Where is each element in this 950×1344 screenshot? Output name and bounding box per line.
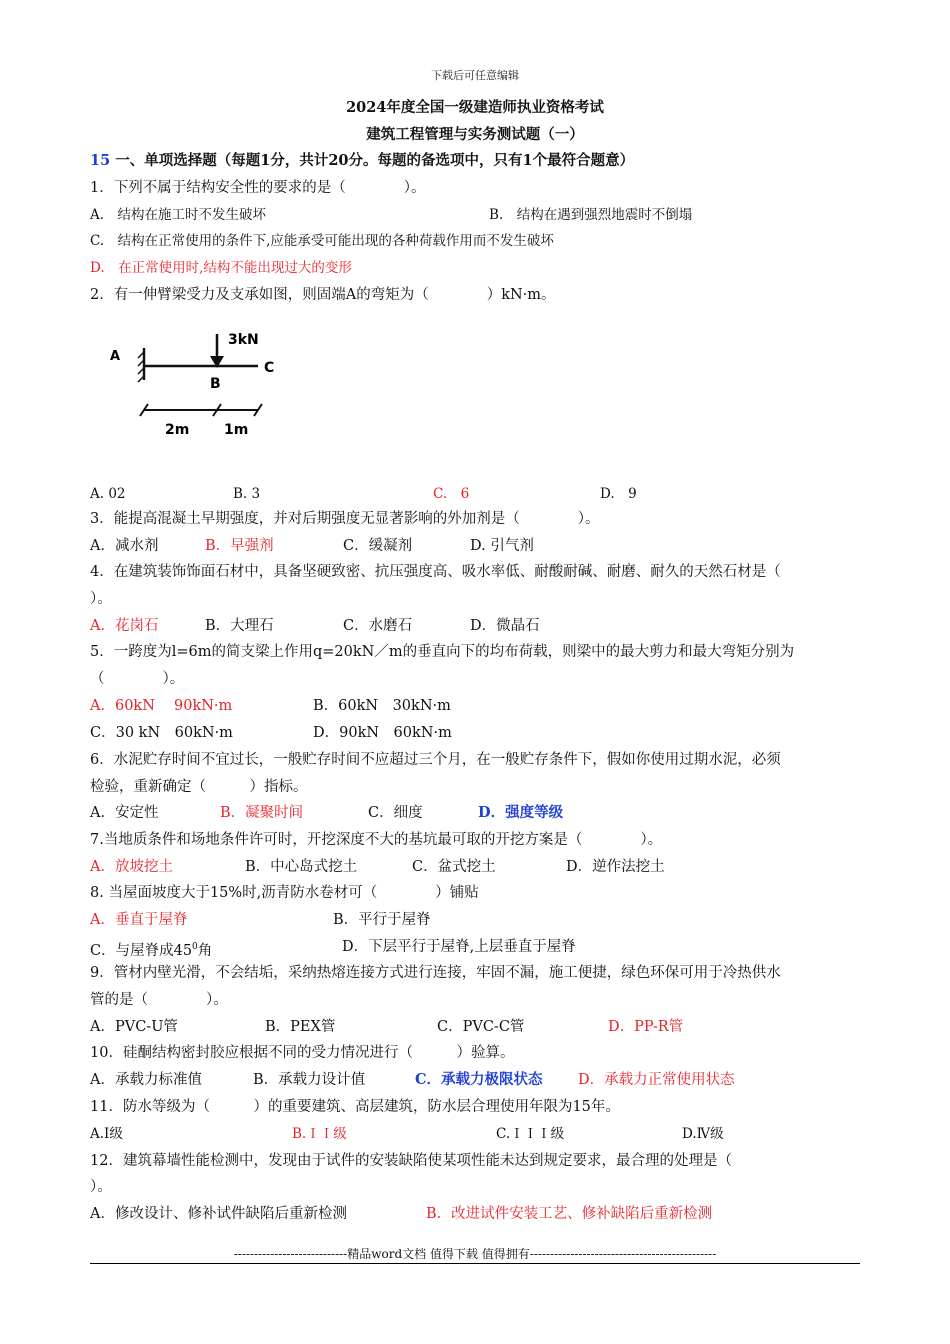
q10-option-d-answer: D．承载力正常使用状态 bbox=[578, 1072, 735, 1088]
question-9-stem-line1: 9．管材内壁光滑，不会结垢，采纳热熔连接方式进行连接，牢固不漏，施工便捷，绿色环保可用于冷热供水 bbox=[90, 965, 781, 981]
q10-option-c-highlight: C．承载力极限状态 bbox=[415, 1071, 543, 1088]
question-9-stem-line2: 管的是（ ）。 bbox=[90, 992, 228, 1008]
fig-label-a: A bbox=[110, 349, 121, 364]
paper-title: 建筑工程管理与实务测试题（一） bbox=[366, 126, 584, 143]
question-12-stem-line1: 12．建筑幕墙性能检测中，发现由于试件的安装缺陷使某项性能未达到规定要求，最合理的处理是（ bbox=[90, 1153, 732, 1169]
question-11-stem: 11．防水等级为（ ）的重要建筑、高层建筑，防水层合理使用年限为15年。 bbox=[90, 1099, 620, 1115]
q6-option-c: C．细度 bbox=[368, 805, 423, 821]
q1-option-d-answer: D. 在正常使用时,结构不能出现过大的变形 bbox=[90, 260, 352, 276]
q7-option-c: C．盆式挖土 bbox=[412, 859, 496, 875]
question-4-stem-line2: ）。 bbox=[90, 591, 112, 607]
footer-rule bbox=[90, 1263, 860, 1264]
q7-option-a-answer: A．放坡挖土 bbox=[90, 859, 173, 875]
q12-option-b-answer: B．改进试件安装工艺、修补缺陷后重新检测 bbox=[426, 1206, 713, 1222]
question-5-stem-line2: （ ）。 bbox=[90, 671, 185, 687]
q3-option-a: A．减水剂 bbox=[90, 538, 159, 554]
q5-option-a-answer: A．60kN 90kN·m bbox=[90, 698, 233, 714]
q1-option-a: A. 结构在施工时不发生破坏 bbox=[90, 207, 267, 223]
q3-option-b-answer: B．早强剂 bbox=[205, 538, 274, 554]
q5-option-d: D．90kN 60kN·m bbox=[313, 725, 452, 741]
fig-label-b: B bbox=[210, 376, 221, 392]
q2-option-c-answer: C. 6 bbox=[433, 486, 470, 502]
q8-option-c-text: C．与屋脊成45 bbox=[90, 942, 193, 959]
exam-title: 2024年度全国一级建造师执业资格考试 bbox=[346, 99, 604, 116]
q11-option-b-answer: B.ＩＩ级 bbox=[292, 1126, 347, 1142]
q5-option-c: C．30 kN 60kN·m bbox=[90, 725, 233, 741]
question-8-stem: 8. 当屋面坡度大于15%时,沥青防水卷材可（ ）铺贴 bbox=[90, 885, 479, 901]
q3-option-c: C．缓凝剂 bbox=[343, 538, 413, 554]
q4-option-d: D．微晶石 bbox=[470, 618, 540, 634]
question-6-stem-line1: 6．水泥贮存时间不宜过长，一般贮存时间不应超过三个月，在一般贮存条件下，假如你使用过期水泥，必须 bbox=[90, 752, 781, 768]
q2-option-d: D. 9 bbox=[600, 486, 637, 502]
q4-option-c: C．水磨石 bbox=[343, 618, 413, 634]
q5-option-b: B．60kN 30kN·m bbox=[313, 698, 451, 714]
q4-option-b: B．大理石 bbox=[205, 618, 274, 634]
cantilever-beam-figure bbox=[100, 322, 300, 442]
q1-option-b: B. 结构在遇到强烈地震时不倒塌 bbox=[489, 207, 693, 223]
section-heading bbox=[90, 151, 634, 171]
fig-span-2m: 2m bbox=[165, 422, 190, 438]
q8-option-c-degree: 0 bbox=[192, 942, 198, 952]
fig-label-c: C bbox=[264, 360, 275, 376]
q8-option-c-suffix: 角 bbox=[197, 942, 213, 959]
question-10-stem: 10．硅酮结构密封胶应根据不同的受力情况进行（ ）验算。 bbox=[90, 1045, 515, 1061]
q2-option-b: B. 3 bbox=[233, 486, 261, 502]
q10-option-b: B．承载力设计值 bbox=[253, 1072, 366, 1088]
q1-option-c: C. 结构在正常使用的条件下,应能承受可能出现的各种荷载作用而不发生破坏 bbox=[90, 233, 554, 249]
header-note: 下载后可任意编辑 bbox=[431, 69, 519, 82]
q9-option-b: B．PEX管 bbox=[265, 1019, 336, 1035]
question-6-stem-line2: 检验，重新确定（ ）指标。 bbox=[90, 779, 308, 795]
q9-option-a: A．PVC-U管 bbox=[90, 1019, 178, 1035]
q7-option-d: D．逆作法挖土 bbox=[566, 859, 665, 875]
question-12-stem-line2: ）。 bbox=[90, 1179, 112, 1195]
q9-option-d-answer: D．PP-R管 bbox=[608, 1019, 684, 1035]
question-4-stem-line1: 4．在建筑装饰饰面石材中，具备坚硬致密、抗压强度高、吸水率低、耐酸耐碱、耐磨、耐久的天然石材是（ bbox=[90, 564, 781, 580]
q12-option-a: A．修改设计、修补试件缺陷后重新检测 bbox=[90, 1206, 347, 1222]
q8-option-d: D．下层平行于屋脊,上层垂直于屋脊 bbox=[342, 939, 576, 955]
q6-option-d-highlight: D．强度等级 bbox=[478, 804, 564, 821]
q3-option-d: D. 引气剂 bbox=[470, 538, 534, 554]
q6-option-b-answer: B．凝聚时间 bbox=[220, 805, 304, 821]
question-3-stem: 3．能提高混凝土早期强度，并对后期强度无显著影响的外加剂是（ ）。 bbox=[90, 511, 600, 527]
question-7-stem: 7.当地质条件和场地条件许可时，开挖深度不大的基坑最可取的开挖方案是（ ）。 bbox=[90, 832, 663, 848]
fig-span-1m: 1m bbox=[224, 422, 249, 438]
q4-option-a-answer: A．花岗石 bbox=[90, 618, 159, 634]
q7-option-b: B．中心岛式挖土 bbox=[245, 859, 358, 875]
fig-load-label: 3kN bbox=[228, 332, 259, 348]
footer-text: ----------------------------精品word文档 值得下载 值得拥有---------------------------------------------- bbox=[233, 1247, 717, 1261]
q6-option-a: A．安定性 bbox=[90, 805, 159, 821]
q8-option-c bbox=[90, 937, 212, 961]
question-5-stem-line1: 5．一跨度为l=6m的简支梁上作用q=20kN／m的垂直向下的均布荷载，则梁中的最大剪力和最大弯矩分别为 bbox=[90, 644, 795, 660]
question-1-stem: 1．下列不属于结构安全性的要求的是（ ）。 bbox=[90, 180, 426, 196]
q11-option-c: C.ＩＩＩ级 bbox=[496, 1126, 565, 1142]
question-2-stem: 2．有一伸臂梁受力及支承如图，则固端A的弯矩为（ ）kN·m。 bbox=[90, 287, 556, 303]
q11-option-a: A.Ⅰ级 bbox=[90, 1126, 123, 1142]
q8-option-b: B．平行于屋脊 bbox=[333, 912, 431, 928]
q9-option-c: C．PVC-C管 bbox=[437, 1019, 525, 1035]
section-number: 15 bbox=[90, 152, 111, 169]
section-text: 一、单项选择题（每题1分，共计20分。每题的备选项中，只有1个最符合题意） bbox=[115, 152, 635, 169]
q11-option-d: D.Ⅳ级 bbox=[682, 1126, 724, 1142]
q10-option-a: A．承载力标准值 bbox=[90, 1072, 202, 1088]
q2-option-a: A. 02 bbox=[90, 486, 126, 502]
q8-option-a-answer: A．垂直于屋脊 bbox=[90, 912, 188, 928]
